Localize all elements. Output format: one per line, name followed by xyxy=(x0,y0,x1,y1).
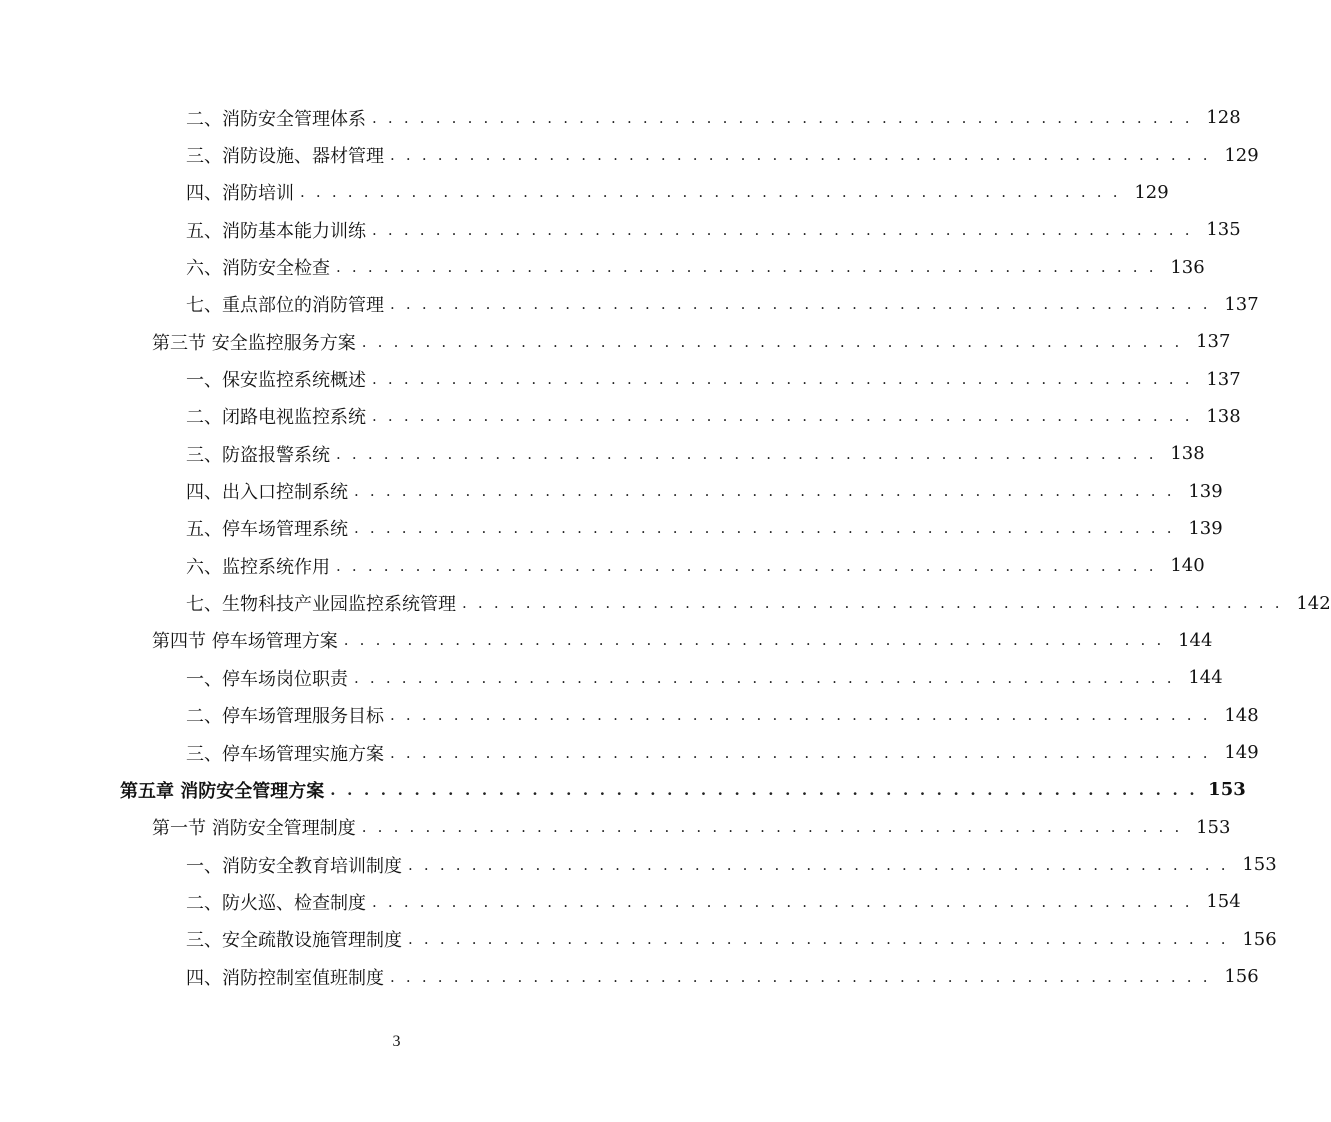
toc-dot-leader: . . . . . . . . . . . . . . . . . . . . . . . . . . . . . . . . . . . . . . . . . . . . . . . . . . . . xyxy=(372,892,1193,911)
toc-dot-leader: . . . . . . . . . . . . . . . . . . . . . . . . . . . . . . . . . . . . . . . . . . . . . . . . . . . . xyxy=(390,706,1211,725)
toc-entry-page: 153 xyxy=(1208,779,1246,801)
toc-entry-title: 四、消防培训 xyxy=(186,179,300,205)
toc-entry-page: 144 xyxy=(1178,629,1213,651)
toc-entry[interactable] xyxy=(0,435,1205,472)
toc-entry-title: 三、停车场管理实施方案 xyxy=(186,740,390,766)
toc-entry-title: 一、消防安全教育培训制度 xyxy=(186,852,408,878)
toc-entry[interactable] xyxy=(0,99,1241,136)
toc-entry[interactable] xyxy=(0,136,1259,173)
toc-entry-page: 139 xyxy=(1188,517,1223,539)
toc-entry-page: 153 xyxy=(1242,854,1277,876)
toc-entry[interactable] xyxy=(0,883,1241,920)
toc-entry-title: 六、监控系统作用 xyxy=(186,553,336,579)
toc-entry[interactable] xyxy=(0,211,1241,248)
toc-entry[interactable] xyxy=(0,921,1277,958)
toc-entry-title: 二、消防安全管理体系 xyxy=(186,105,372,131)
toc-entry-title: 三、消防设施、器材管理 xyxy=(186,142,390,168)
table-of-contents xyxy=(0,99,1331,995)
toc-entry[interactable] xyxy=(0,360,1241,397)
toc-entry-page: 129 xyxy=(1134,181,1169,203)
toc-section-entry[interactable] xyxy=(0,323,1231,360)
toc-entry-title: 三、防盗报警系统 xyxy=(186,441,336,467)
toc-entry-page: 139 xyxy=(1188,480,1223,502)
toc-entry-page: 153 xyxy=(1196,816,1231,838)
toc-dot-leader: . . . . . . . . . . . . . . . . . . . . . . . . . . . . . . . . . . . . . . . . . . . . . . . . . . . . xyxy=(390,146,1211,165)
toc-entry-title: 四、消防控制室值班制度 xyxy=(186,964,390,990)
toc-entry-title: 四、出入口控制系统 xyxy=(186,478,354,504)
toc-entry-title: 七、生物科技产业园监控系统管理 xyxy=(186,590,462,616)
toc-entry[interactable] xyxy=(0,510,1223,547)
toc-entry-title: 七、重点部位的消防管理 xyxy=(186,291,390,317)
toc-entry-page: 136 xyxy=(1170,256,1205,278)
toc-dot-leader: . . . . . . . . . . . . . . . . . . . . . . . . . . . . . . . . . . . . . . . . . . . . . . . . . . . . xyxy=(390,967,1211,986)
toc-dot-leader: . . . . . . . . . . . . . . . . . . . . . . . . . . . . . . . . . . . . . . . . . . . . . . . . . . . . xyxy=(354,482,1175,501)
toc-entry-title: 第一节 消防安全管理制度 xyxy=(152,814,362,840)
toc-dot-leader: . . . . . . . . . . . . . . . . . . . . . . . . . . . . . . . . . . . . . . . . . . . . . . . . . . . . xyxy=(408,930,1229,949)
toc-entry[interactable] xyxy=(0,584,1331,621)
toc-dot-leader: . . . . . . . . . . . . . . . . . . . . . . . . . . . . . . . . . . . . . . . . . . . . . . . . . . . . xyxy=(361,818,1183,837)
toc-entry-page: 129 xyxy=(1224,144,1259,166)
toc-entry[interactable] xyxy=(0,734,1259,771)
toc-entry-page: 135 xyxy=(1206,219,1241,241)
toc-dot-leader: . . . . . . . . . . . . . . . . . . . . . . . . . . . . . . . . . . . . . . . . . . . . . . . . . . . . xyxy=(343,631,1165,650)
toc-entry-title: 第四节 停车场管理方案 xyxy=(152,627,344,653)
toc-entry-title: 六、消防安全检查 xyxy=(186,254,336,280)
toc-dot-leader: . . . . . . . . . . . . . . . . . . . . . . . . . . . . . . . . . . . . . . . . . . . . . . . . . . . . xyxy=(372,407,1193,426)
toc-entry-title: 一、保安监控系统概述 xyxy=(186,366,372,392)
toc-entry-page: 142 xyxy=(1296,592,1331,614)
toc-entry-title: 五、消防基本能力训练 xyxy=(186,217,372,243)
toc-dot-leader: . . . . . . . . . . . . . . . . . . . . . . . . . . . . . . . . . . . . . . . . . . . . . . . . . . . . xyxy=(361,332,1183,351)
toc-entry-page: 138 xyxy=(1170,443,1205,465)
toc-entry[interactable] xyxy=(0,846,1277,883)
toc-entry-page: 128 xyxy=(1206,107,1241,129)
toc-entry[interactable] xyxy=(0,174,1169,211)
toc-entry[interactable] xyxy=(0,398,1241,435)
toc-dot-leader: . . . . . . . . . . . . . . . . . . . . . . . . . . . . . . . . . . . . . . . . . . . . . . . . . . . . xyxy=(354,668,1175,687)
toc-dot-leader: . . . . . . . . . . . . . . . . . . . . . . . . . . . . . . . . . . . . . . . . . . . . . . . . . . . . xyxy=(390,295,1211,314)
toc-chapter-entry[interactable] xyxy=(0,771,1246,808)
toc-entry-title: 三、安全疏散设施管理制度 xyxy=(186,926,408,952)
toc-entry-page: 156 xyxy=(1242,928,1277,950)
toc-entry-page: 137 xyxy=(1206,368,1241,390)
toc-dot-leader: . . . . . . . . . . . . . . . . . . . . . . . . . . . . . . . . . . . . . . . . . . . . . . . . . . . . xyxy=(372,108,1193,127)
toc-dot-leader: . . . . . . . . . . . . . . . . . . . . . . . . . . . . . . . . . . . . . . . . . . . . . . . . . . . . xyxy=(300,183,1121,202)
toc-entry-page: 137 xyxy=(1224,293,1259,315)
toc-section-entry[interactable] xyxy=(0,809,1231,846)
toc-dot-leader: . . . . . . . . . . . . . . . . . . . . . . . . . . . . . . . . . . . . . . . . . . . . . . . . . . . . xyxy=(372,370,1193,389)
toc-dot-leader: . . . . . . . . . . . . . . . . . . . . . . . . . . . . . . . . . . . . . . . . . . . . . . . . . . . . xyxy=(336,444,1157,463)
toc-entry-title: 第三节 安全监控服务方案 xyxy=(152,329,362,355)
toc-entry-page: 144 xyxy=(1188,667,1223,689)
toc-entry-title: 第五章 消防安全管理方案 xyxy=(120,777,330,803)
toc-entry-title: 五、停车场管理系统 xyxy=(186,515,354,541)
toc-entry-title: 二、停车场管理服务目标 xyxy=(186,702,390,728)
toc-dot-leader: . . . . . . . . . . . . . . . . . . . . . . . . . . . . . . . . . . . . . . . . . . . . . . . . . . . . xyxy=(408,855,1229,874)
toc-entry-page: 154 xyxy=(1206,891,1241,913)
toc-entry-page: 149 xyxy=(1224,742,1259,764)
toc-dot-leader: . . . . . . . . . . . . . . . . . . . . . . . . . . . . . . . . . . . . . . . . . . . . . . . . . . . . xyxy=(336,556,1157,575)
toc-entry-title: 二、闭路电视监控系统 xyxy=(186,403,372,429)
toc-dot-leader: . . . . . . . . . . . . . . . . . . . . . . . . . . . . . . . . . . . . . . . . . . . . . . . . . . . . xyxy=(462,594,1283,613)
toc-entry-title: 一、停车场岗位职责 xyxy=(186,665,354,691)
toc-entry[interactable] xyxy=(0,547,1205,584)
toc-dot-leader: . . . . . . . . . . . . . . . . . . . . . . . . . . . . . . . . . . . . . . . . . . . . . . . . . . . . xyxy=(330,780,1198,799)
toc-dot-leader: . . . . . . . . . . . . . . . . . . . . . . . . . . . . . . . . . . . . . . . . . . . . . . . . . . . . xyxy=(354,519,1175,538)
toc-entry-page: 140 xyxy=(1170,555,1205,577)
toc-entry-title: 二、防火巡、检查制度 xyxy=(186,889,372,915)
toc-entry-page: 138 xyxy=(1206,405,1241,427)
toc-entry[interactable] xyxy=(0,697,1259,734)
toc-dot-leader: . . . . . . . . . . . . . . . . . . . . . . . . . . . . . . . . . . . . . . . . . . . . . . . . . . . . xyxy=(390,743,1211,762)
toc-entry[interactable] xyxy=(0,248,1205,285)
toc-entry-page: 148 xyxy=(1224,704,1259,726)
toc-entry[interactable] xyxy=(0,472,1223,509)
toc-entry-page: 156 xyxy=(1224,966,1259,988)
toc-dot-leader: . . . . . . . . . . . . . . . . . . . . . . . . . . . . . . . . . . . . . . . . . . . . . . . . . . . . xyxy=(336,258,1157,277)
toc-entry-page: 137 xyxy=(1196,331,1231,353)
toc-entry[interactable] xyxy=(0,958,1259,995)
page-number: 3 xyxy=(392,1033,401,1050)
toc-entry[interactable] xyxy=(0,659,1223,696)
toc-entry[interactable] xyxy=(0,286,1259,323)
toc-dot-leader: . . . . . . . . . . . . . . . . . . . . . . . . . . . . . . . . . . . . . . . . . . . . . . . . . . . . xyxy=(372,220,1193,239)
toc-section-entry[interactable] xyxy=(0,622,1213,659)
